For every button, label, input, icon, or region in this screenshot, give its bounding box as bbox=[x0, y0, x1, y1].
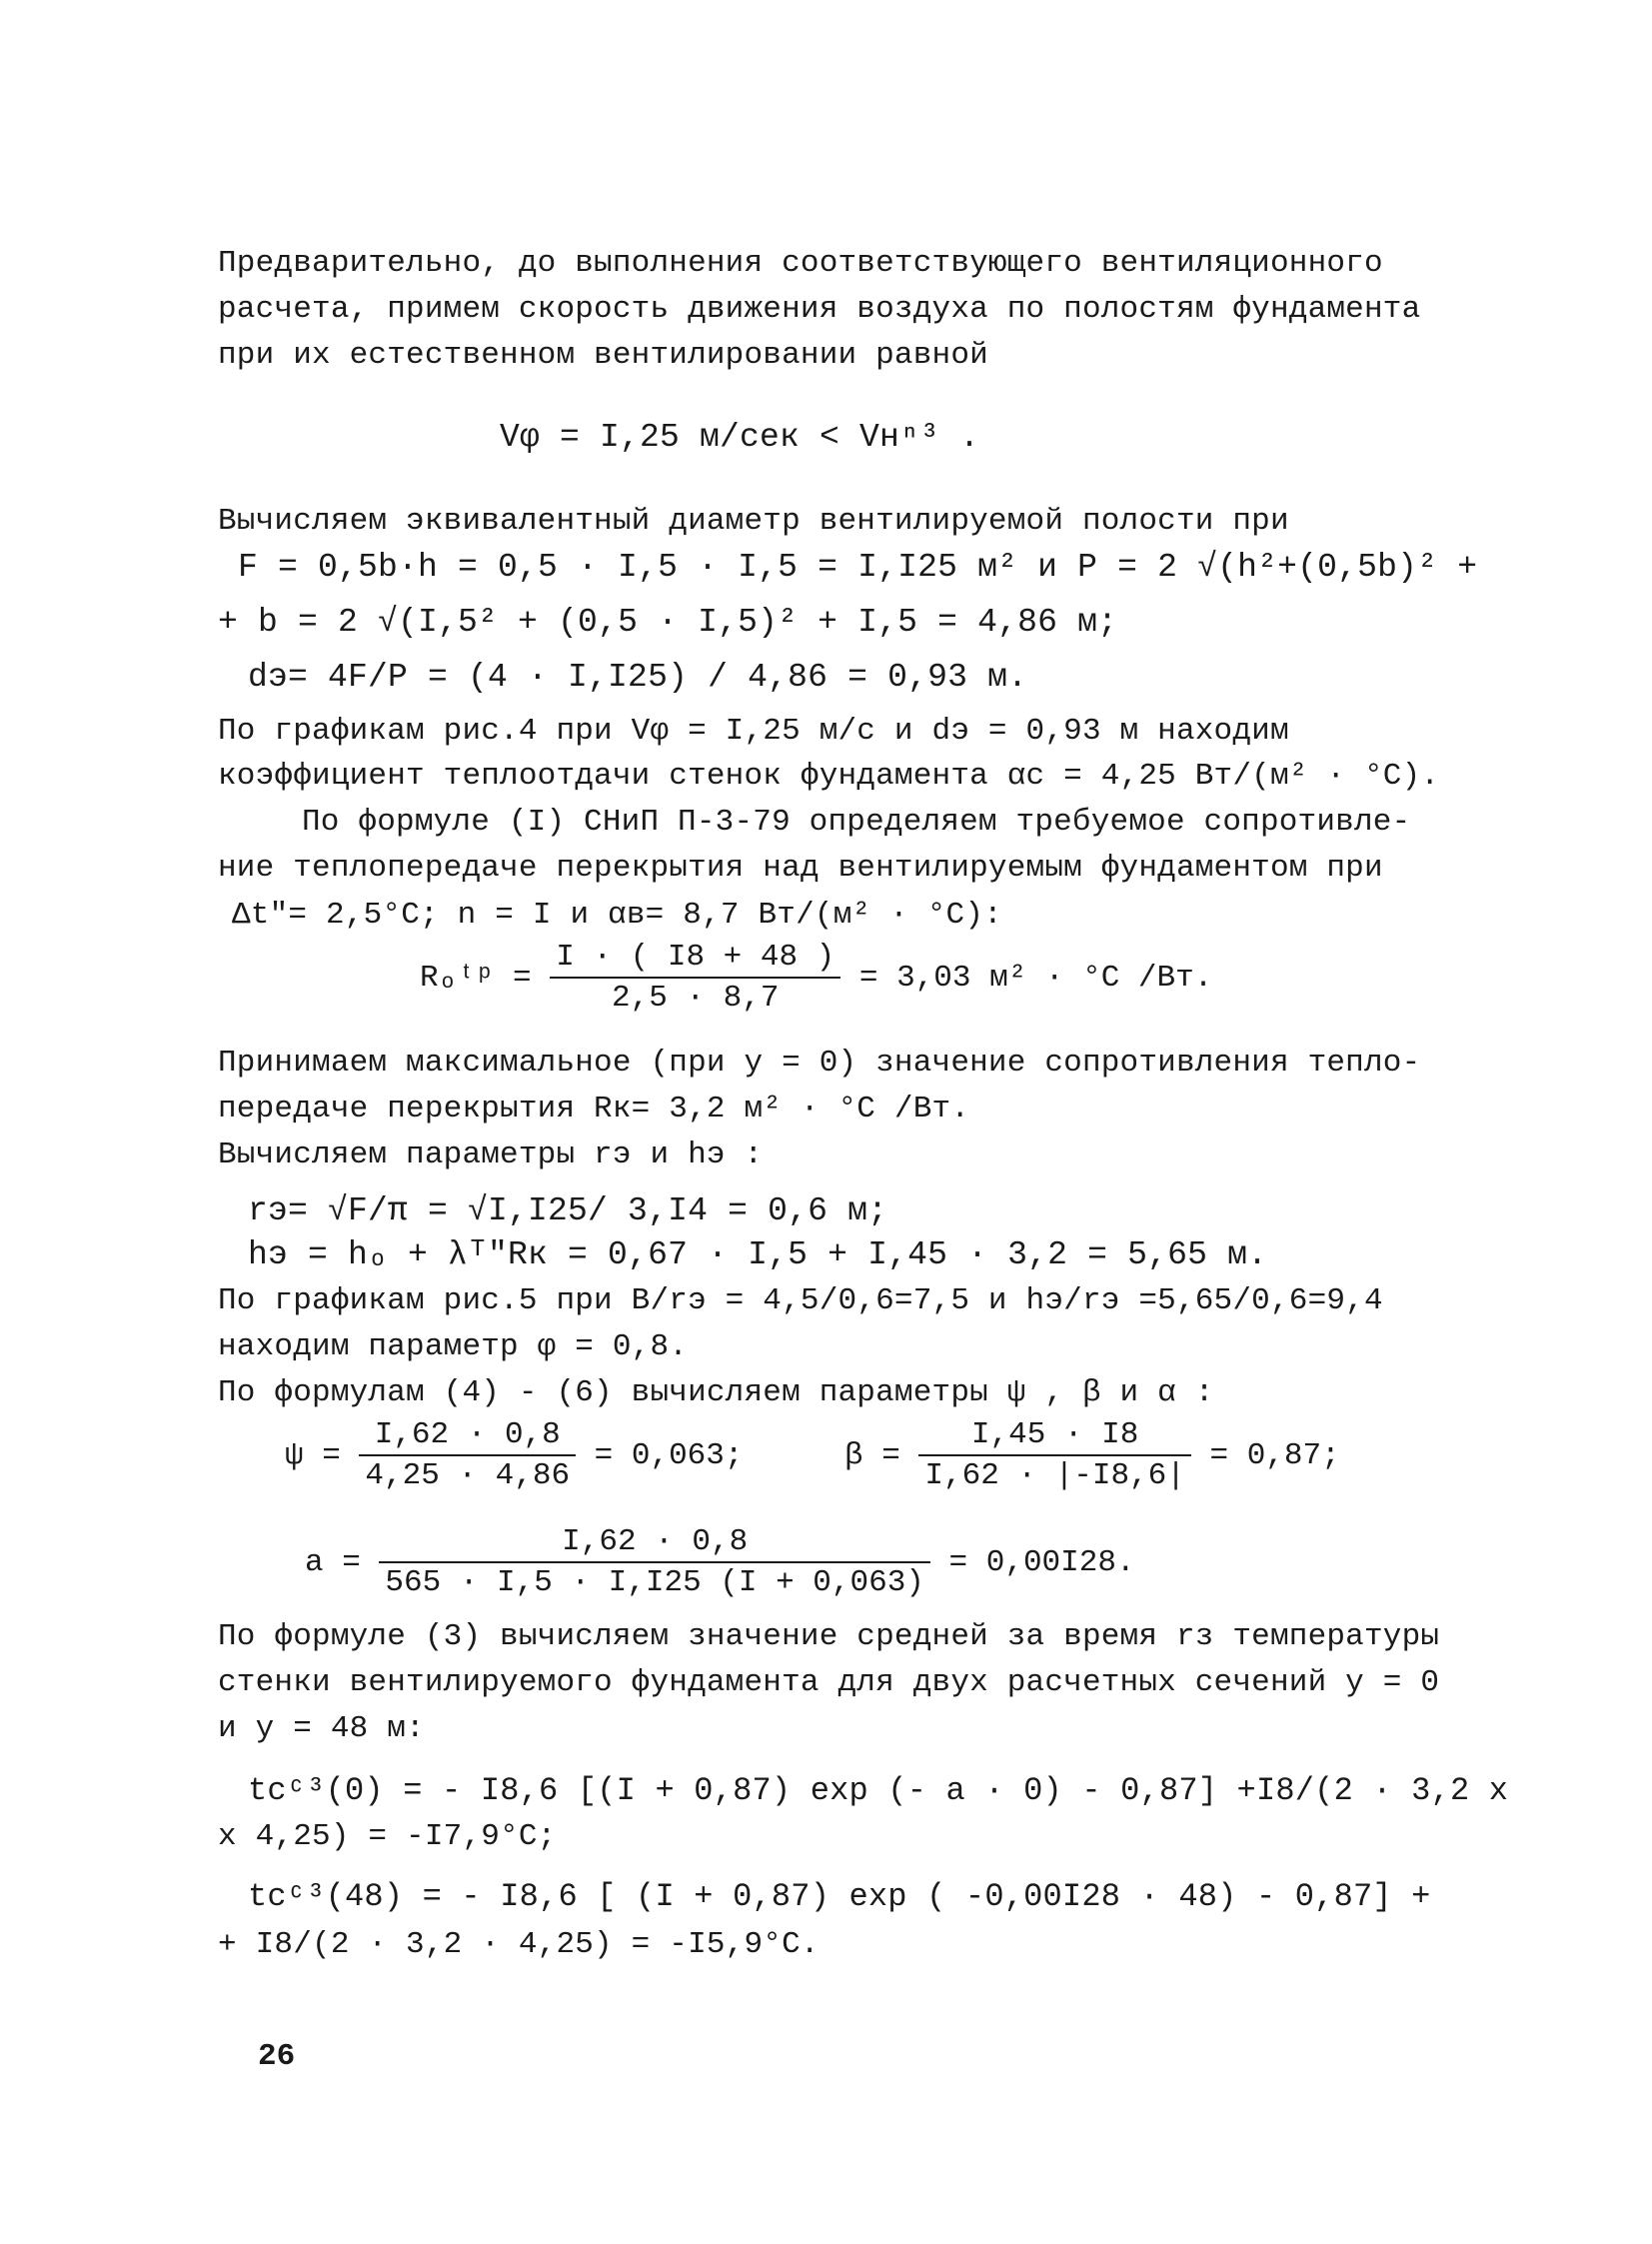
text-line: По графикам рис.4 при Vφ = I,25 м/с и dэ = 0,93 м находим bbox=[218, 714, 1289, 749]
equation-required-resistance bbox=[420, 940, 1212, 1016]
equation-radius: rэ= √F/π = √I,I25/ 3,I4 = 0,6 м; bbox=[248, 1192, 888, 1229]
text-line: Δt″= 2,5°C; n = I и αв= 8,7 Вт/(м² · °C): bbox=[232, 898, 1002, 933]
text-line: стенки вентилируемого фундамента для двух расчетных сечений y = 0 bbox=[218, 1665, 1440, 1700]
text-line: расчета, примем скорость движения воздуха по полостям фундамента bbox=[218, 292, 1421, 327]
text-line: Вычисляем эквивалентный диаметр вентилируемой полости при bbox=[218, 504, 1289, 539]
text-line: По формуле (3) вычисляем значение средней за время rз температуры bbox=[218, 1619, 1440, 1654]
equation-velocity: Vφ = I,25 м/сек < Vнⁿ³ . bbox=[500, 419, 980, 456]
text-line: По формулам (4) - (6) вычисляем параметры ψ , β и α : bbox=[218, 1375, 1214, 1410]
text-line: По графикам рис.5 при B/rэ = 4,5/0,6=7,5 и hэ/rэ =5,65/0,6=9,4 bbox=[218, 1283, 1383, 1318]
equation-height: hэ = hₒ + λᵀ″Rк = 0,67 · I,5 + I,45 · 3,2 = 5,65 м. bbox=[248, 1236, 1268, 1273]
numerator: I,62 · 0,8 bbox=[379, 1524, 930, 1563]
text-line: Вычисляем параметры rэ и hэ : bbox=[218, 1137, 764, 1172]
equation-perimeter: + b = 2 √(I,5² + (0,5 · I,5)² + I,5 = 4,86 м; bbox=[218, 604, 1118, 641]
eq-lhs: a = bbox=[305, 1545, 361, 1581]
equation-t0: tᴄᶜ³(0) = - I8,6 [(I + 0,87) exp (- a · 0) - 0,87] +I8/(2 · 3,2 x bbox=[248, 1772, 1509, 1809]
eq-rhs: = 0,87; bbox=[1209, 1438, 1340, 1474]
text-line: и y = 48 м: bbox=[218, 1711, 425, 1746]
denominator: I,62 · |-I8,6| bbox=[924, 1458, 1185, 1493]
equation-area: F = 0,5b·h = 0,5 · I,5 · I,5 = I,I25 м² и P = 2 √(h²+(0,5b)² + bbox=[238, 549, 1478, 586]
numerator: I,45 · I8 bbox=[918, 1417, 1190, 1456]
eq-lhs: Rₒᵗᵖ = bbox=[420, 961, 532, 997]
fraction bbox=[918, 1417, 1190, 1493]
text-line: Предварительно, до выполнения соответствующего вентиляционного bbox=[218, 246, 1383, 281]
text-line: коэффициент теплоотдачи стенок фундамента αc = 4,25 Вт/(м² · °C). bbox=[218, 759, 1440, 794]
text-line: Принимаем максимальное (при y = 0) значение сопротивления тепло- bbox=[218, 1046, 1421, 1081]
eq-lhs: ψ = bbox=[285, 1438, 341, 1474]
equation-t0-cont: x 4,25) = -I7,9°C; bbox=[218, 1819, 557, 1854]
equation-diameter: dэ= 4F/P = (4 · I,I25) / 4,86 = 0,93 м. bbox=[248, 659, 1028, 696]
equation-psi bbox=[285, 1417, 744, 1493]
text-line: По формуле (I) СНиП П-3-79 определяем требуемое сопротивле- bbox=[302, 805, 1411, 840]
equation-t48-cont: + I8/(2 · 3,2 · 4,25) = -I5,9°C. bbox=[218, 1927, 820, 1962]
eq-rhs: = 0,00I28. bbox=[948, 1545, 1135, 1581]
denominator: 2,5 · 8,7 bbox=[612, 981, 780, 1016]
text-line: при их естественном вентилировании равной bbox=[218, 338, 988, 373]
denominator: 4,25 · 4,86 bbox=[365, 1458, 571, 1493]
text-line: находим параметр φ = 0,8. bbox=[218, 1329, 689, 1364]
numerator: I · ( I8 + 48 ) bbox=[550, 940, 840, 979]
eq-rhs: = 0,063; bbox=[594, 1438, 744, 1474]
equation-beta bbox=[844, 1417, 1340, 1493]
numerator: I,62 · 0,8 bbox=[359, 1417, 576, 1456]
denominator: 565 · I,5 · I,I25 (I + 0,063) bbox=[385, 1565, 924, 1600]
text-line: ние теплопередаче перекрытия над вентилируемым фундаментом при bbox=[218, 851, 1383, 886]
eq-rhs: = 3,03 м² · °C /Вт. bbox=[858, 961, 1213, 997]
eq-lhs: β = bbox=[844, 1438, 900, 1474]
page-number: 26 bbox=[258, 2039, 296, 2074]
equation-alpha bbox=[305, 1524, 1135, 1600]
text-line: передаче перекрытия Rк= 3,2 м² · °C /Вт. bbox=[218, 1092, 970, 1126]
fraction bbox=[359, 1417, 576, 1493]
fraction bbox=[550, 940, 840, 1016]
equation-t48: tᴄᶜ³(48) = - I8,6 [ (I + 0,87) exp ( -0,00I28 · 48) - 0,87] + bbox=[248, 1878, 1431, 1915]
fraction bbox=[379, 1524, 930, 1600]
